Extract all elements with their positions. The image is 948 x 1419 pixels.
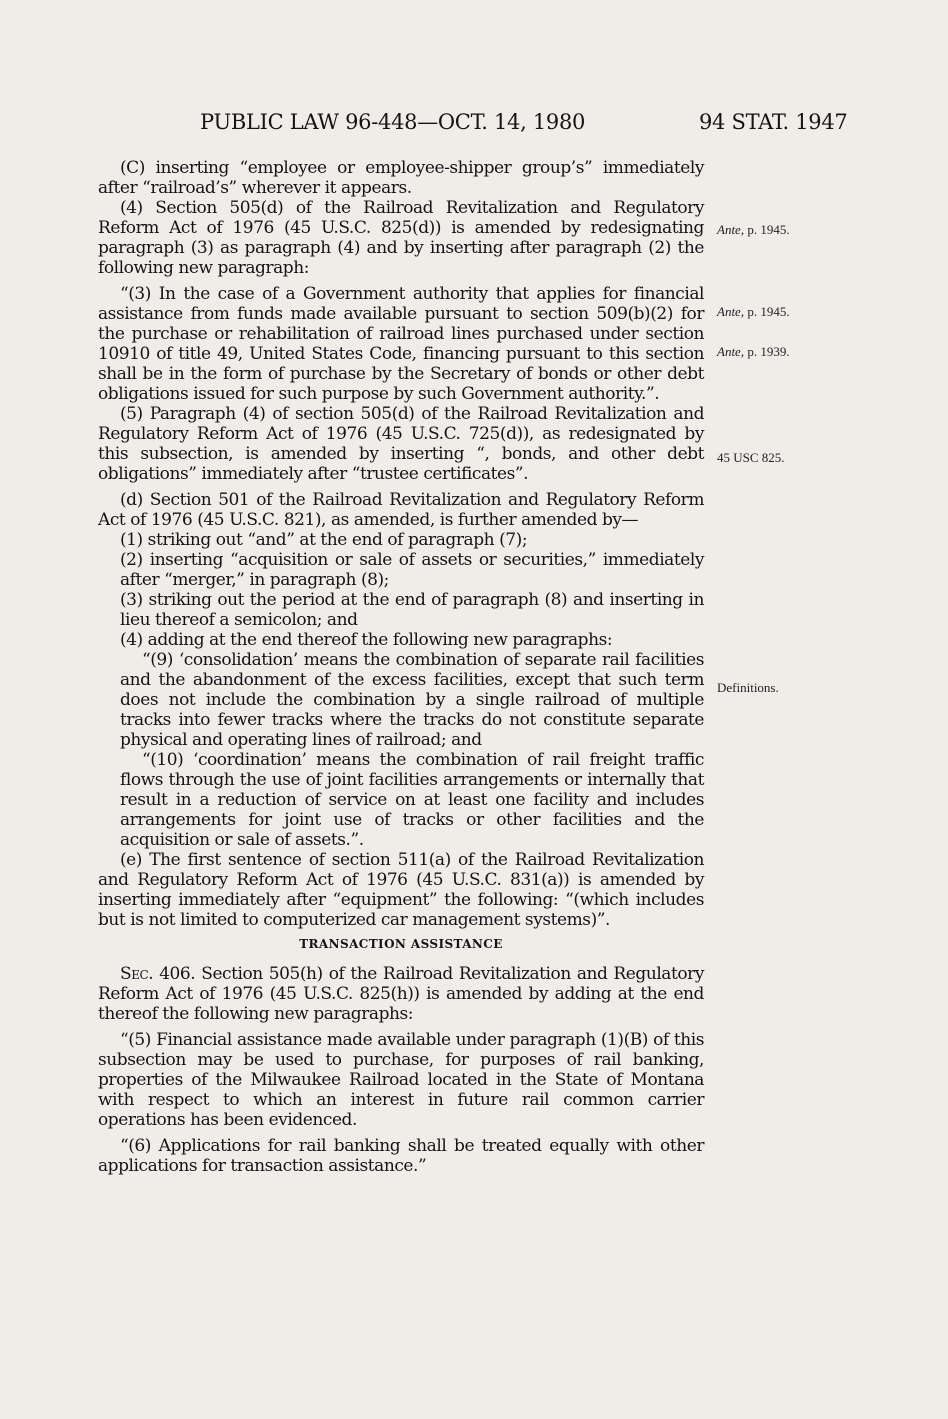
running-header-stat-page: 94 STAT. 1947	[699, 110, 848, 134]
margin-note-ante-1945-b	[717, 304, 790, 320]
margin-note-ante-label: Ante,	[717, 222, 745, 237]
paragraph-5: (5) Paragraph (4) of section 505(d) of the Railroad Revitalization and Regulatory Reform Act of 1976 (45 U.S.C. 725(d)), as redesignated by this subsection, is amended by inserting “, bonds, and other debt obligations” immediately after “trustee certificates”.	[98, 404, 704, 484]
subparagraph-d3: (3) striking out the period at the end of paragraph (8) and inserting in lieu thereof a semicolon; and	[120, 590, 704, 630]
margin-note-ante-label: Ante,	[717, 304, 745, 319]
paragraph-6-quoted: “(6) Applications for rail banking shall be treated equally with other applications for transaction assistance.”	[98, 1136, 704, 1176]
body-text	[98, 158, 704, 1176]
paragraph-c: (C) inserting “employee or employee-shipper group’s” immediately after “railroad’s” wherever it appears.	[98, 158, 704, 198]
subparagraph-d1: (1) striking out “and” at the end of paragraph (7);	[120, 530, 528, 550]
margin-note-ante-label: Ante,	[717, 344, 745, 359]
section-406-text: Section 505(h) of the Railroad Revitalization and Regulatory Reform Act of 1976 (45 U.S.C. 825(h)) is amended by adding at the end thereof the following new paragraphs:	[98, 964, 704, 1024]
paragraph-4: (4) Section 505(d) of the Railroad Revitalization and Regulatory Reform Act of 1976 (45 U.S.C. 825(d)) is amended by redesignating paragraph (3) as paragraph (4) and by inserting after paragraph (2) the following new paragraph:	[98, 198, 704, 278]
subparagraph-d2: (2) inserting “acquisition or sale of assets or securities,” immediately after “merger,” in paragraph (8);	[120, 550, 704, 590]
margin-note-page: p. 1945.	[744, 304, 790, 319]
paragraph-5-quoted: “(5) Financial assistance made available under paragraph (1)(B) of this subsection may be used to purchase, for purposes of rail banking, properties of the Milwaukee Railroad located in the State of Montana with respect to which an interest in future rail common carrier operations has been evidenced.	[98, 1030, 704, 1130]
paragraph-d: (d) Section 501 of the Railroad Revitalization and Regulatory Reform Act of 1976 (45 U.S.C. 821), as amended, is further amended by—	[98, 490, 704, 530]
margin-note-page: p. 1945.	[744, 222, 790, 237]
margin-note-page: p. 1939.	[744, 344, 790, 359]
margin-note-definitions: Definitions.	[717, 680, 779, 695]
definition-9: “(9) ‘consolidation’ means the combination of separate rail facilities and the abandonment of the excess facilities, except that such term does not include the combination by a single railroad of multiple tracks into fewer tracks where the tracks do not constitute separate physical and operating lines of railroad; and	[120, 650, 704, 750]
section-406	[98, 964, 704, 1024]
subparagraph-d4: (4) adding at the end thereof the following new paragraphs:	[120, 630, 613, 650]
running-header-title: PUBLIC LAW 96-448—OCT. 14, 1980	[200, 110, 586, 134]
margin-note-ante-1945-a	[717, 222, 790, 238]
section-406-label: Sec. 406.	[120, 964, 196, 984]
paragraph-e: (e) The first sentence of section 511(a) of the Railroad Revitalization and Regulatory Reform Act of 1976 (45 U.S.C. 831(a)) is amended by inserting immediately after “equipment” the following: “(which includes but is not limited to computerized car management systems)”.	[98, 850, 704, 930]
definition-10: “(10) ‘coordination’ means the combination of rail freight traffic flows through the use of joint facilities arrangements or internally that result in a reduction of service on at least one facility and includes arrangements for joint use of tracks or other facilities and the acquisition or sale of assets.”.	[120, 750, 704, 850]
margin-note-45-usc-825: 45 USC 825.	[717, 450, 785, 465]
paragraph-3-quoted: “(3) In the case of a Government authority that applies for financial assistance from funds made available pursuant to section 509(b)(2) for the purchase or rehabilitation of railroad lines purchased under section 10910 of title 49, United States Code, financing pursuant to this section shall be in the form of purchase by the Secretary of bonds or other debt obligations issued for such purpose by such Government authority.”.	[98, 284, 704, 404]
section-heading: TRANSACTION ASSISTANCE	[299, 937, 503, 951]
margin-note-ante-1939	[717, 344, 790, 360]
